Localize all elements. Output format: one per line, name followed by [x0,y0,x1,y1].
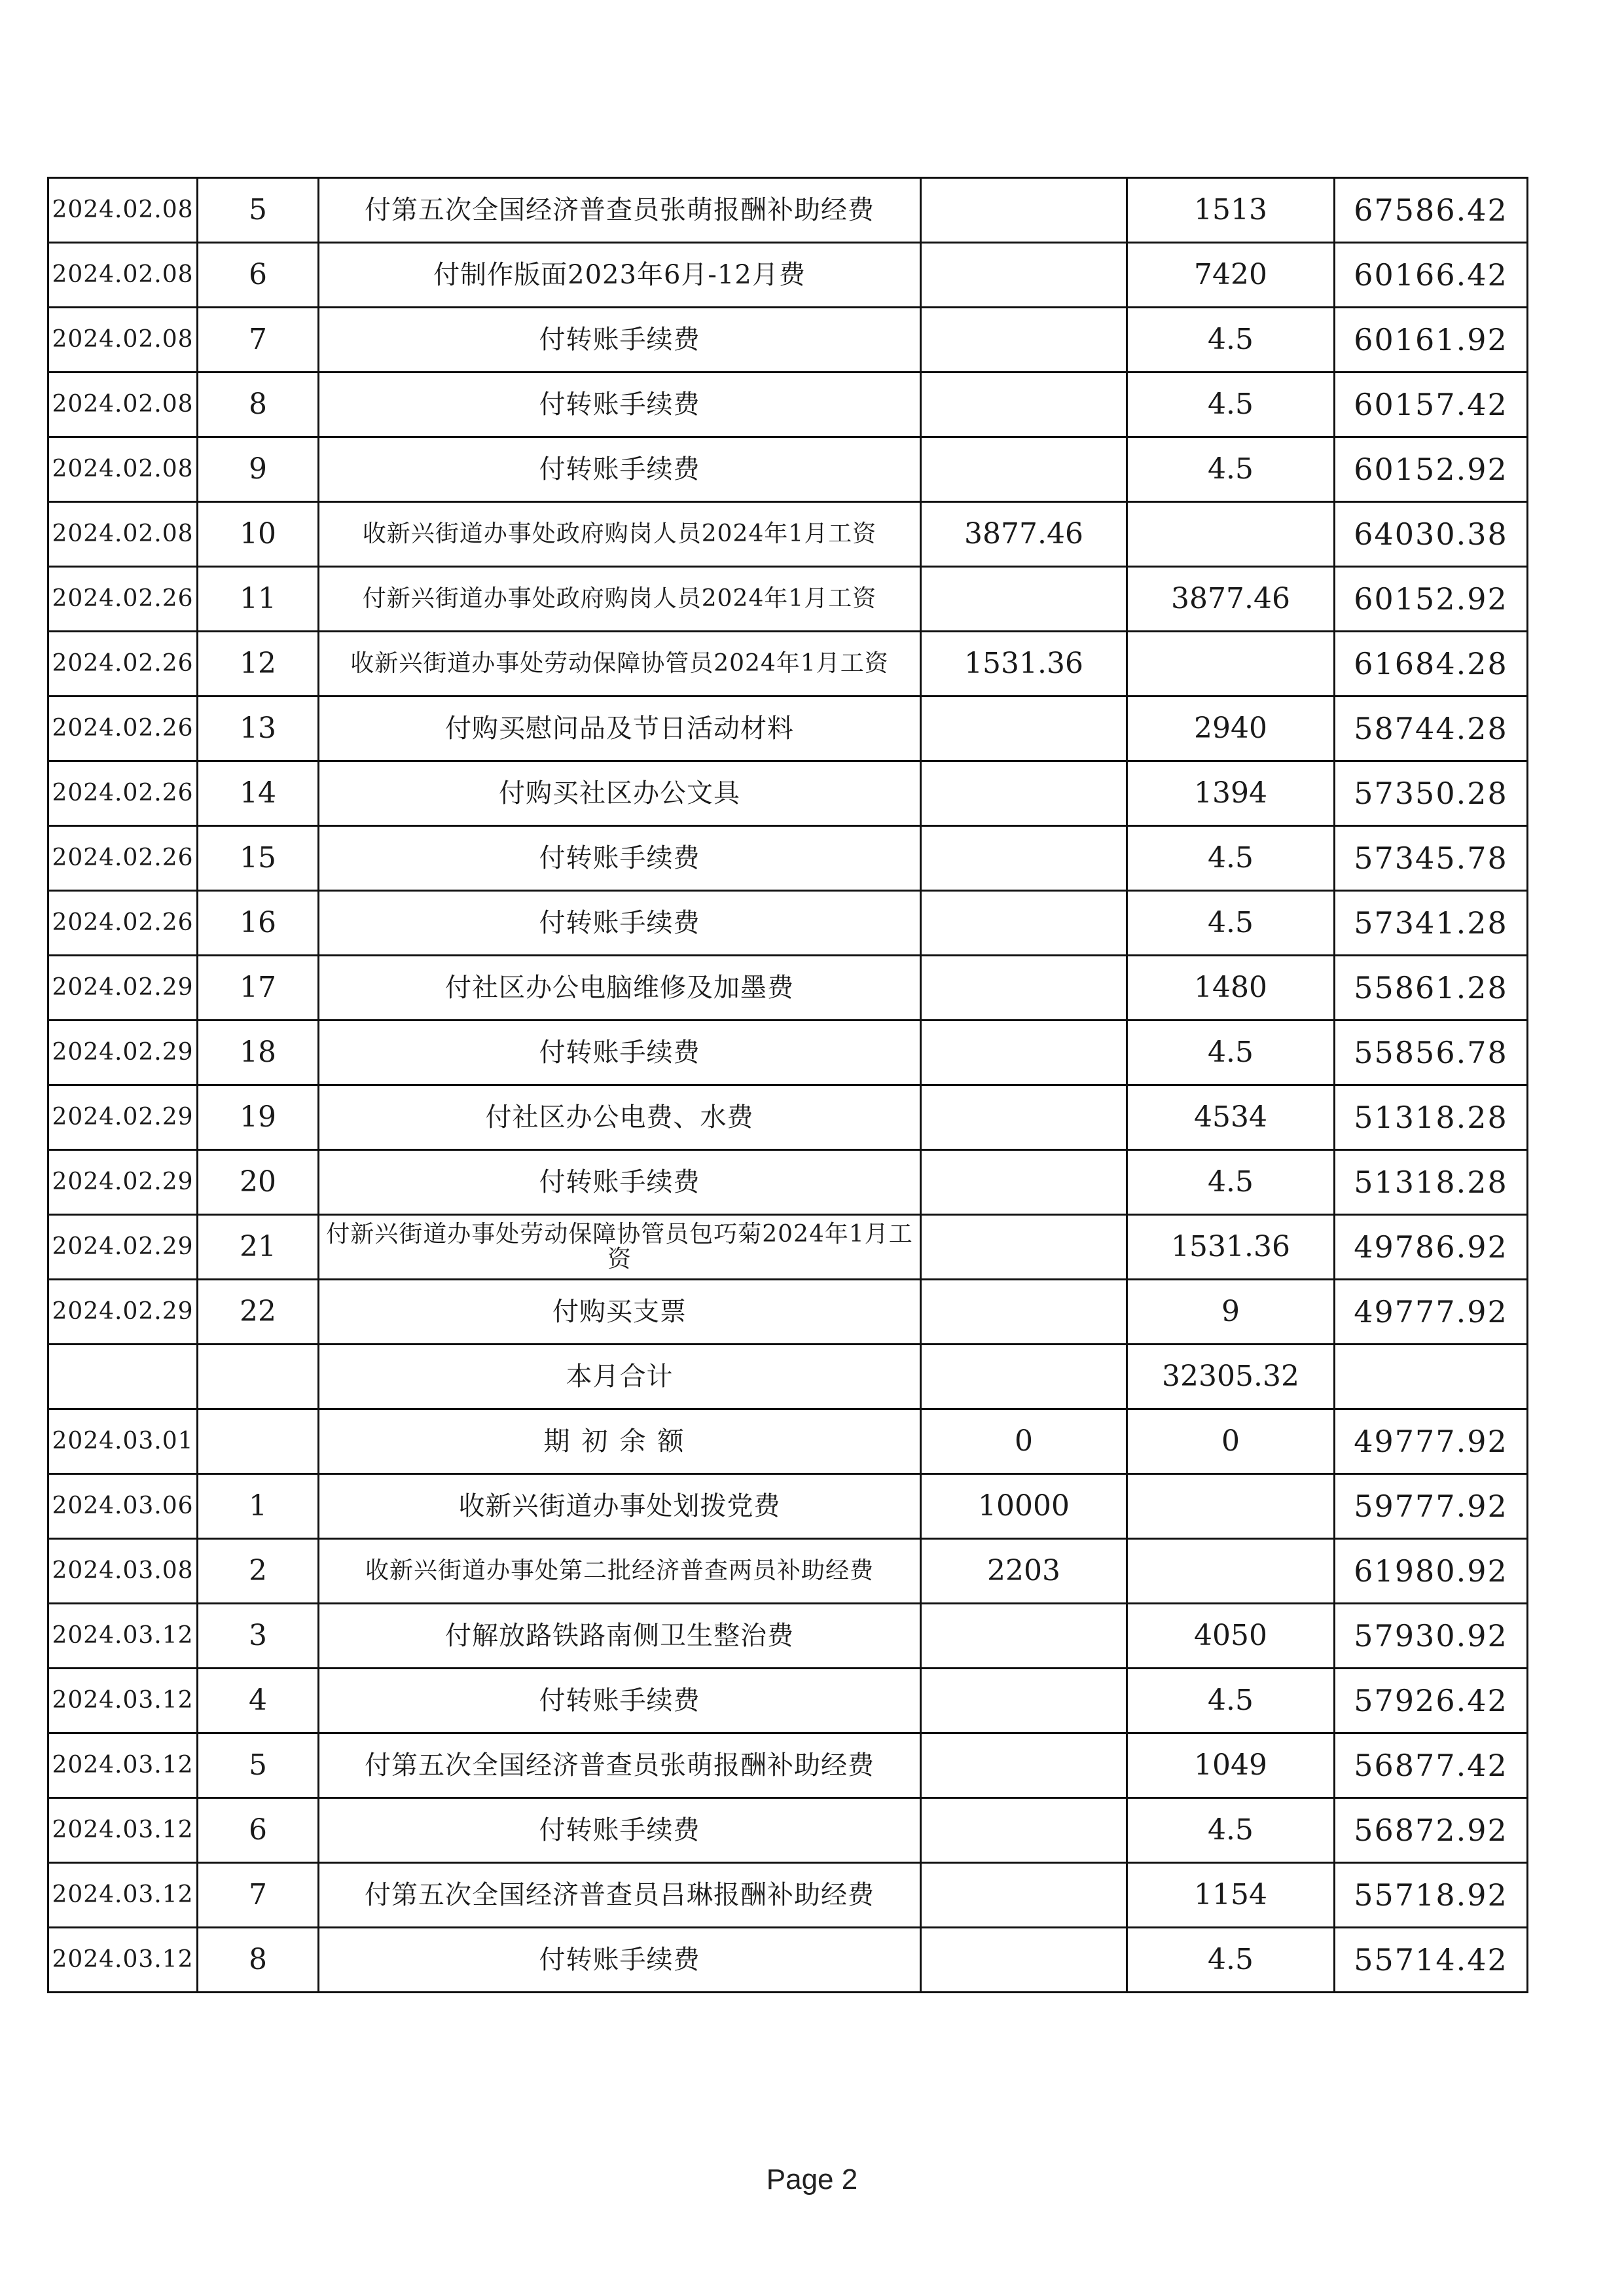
table-row [48,696,1528,761]
entry-number-cell: 16 [198,891,319,956]
entry-number-cell: 8 [198,1928,319,1993]
table-row [48,1604,1528,1669]
date-cell: 2024.02.08 [48,437,198,502]
description-cell: 付解放路铁路南侧卫生整治费 [319,1604,921,1669]
entry-number-cell: 7 [198,1863,319,1928]
entry-number-cell: 18 [198,1021,319,1085]
balance-cell: 60157.42 [1335,372,1528,437]
income-cell [921,1669,1127,1733]
date-cell: 2024.03.01 [48,1409,198,1474]
table-row [48,1733,1528,1798]
income-cell [921,1150,1127,1215]
table-row [48,761,1528,826]
date-cell: 2024.02.08 [48,178,198,243]
income-cell [921,437,1127,502]
date-cell: 2024.02.08 [48,308,198,372]
entry-number-cell: 17 [198,956,319,1021]
date-cell: 2024.03.12 [48,1798,198,1863]
table-row [48,826,1528,891]
balance-cell: 57345.78 [1335,826,1528,891]
entry-number-cell: 3 [198,1604,319,1669]
description-cell: 收新兴街道办事处劳动保障协管员2024年1月工资 [319,632,921,696]
balance-cell: 61684.28 [1335,632,1528,696]
date-cell: 2024.02.29 [48,1150,198,1215]
date-cell: 2024.03.12 [48,1863,198,1928]
balance-cell: 60152.92 [1335,437,1528,502]
expense-cell: 9 [1127,1280,1335,1345]
description-cell: 收新兴街道办事处第二批经济普查两员补助经费 [319,1539,921,1604]
table-row [48,1474,1528,1539]
date-cell: 2024.02.26 [48,826,198,891]
income-cell: 2203 [921,1539,1127,1604]
income-cell [921,1280,1127,1345]
date-cell: 2024.02.29 [48,1021,198,1085]
balance-cell: 56872.92 [1335,1798,1528,1863]
table-row [48,1928,1528,1993]
table-row [48,308,1528,372]
balance-cell: 67586.42 [1335,178,1528,243]
description-cell: 收新兴街道办事处政府购岗人员2024年1月工资 [319,502,921,567]
entry-number-cell: 2 [198,1539,319,1604]
expense-cell: 1154 [1127,1863,1335,1928]
description-cell: 付新兴街道办事处政府购岗人员2024年1月工资 [319,567,921,632]
date-cell: 2024.03.12 [48,1733,198,1798]
income-cell [921,308,1127,372]
income-cell [921,956,1127,1021]
expense-cell: 1480 [1127,956,1335,1021]
expense-cell: 3877.46 [1127,567,1335,632]
date-cell: 2024.02.26 [48,567,198,632]
description-cell: 付转账手续费 [319,308,921,372]
income-cell: 3877.46 [921,502,1127,567]
entry-number-cell: 22 [198,1280,319,1345]
date-cell: 2024.03.08 [48,1539,198,1604]
expense-cell [1127,502,1335,567]
balance-cell: 58744.28 [1335,696,1528,761]
description-cell: 付购买支票 [319,1280,921,1345]
expense-cell: 2940 [1127,696,1335,761]
balance-cell: 60152.92 [1335,567,1528,632]
income-cell [921,1021,1127,1085]
balance-cell: 55714.42 [1335,1928,1528,1993]
date-cell: 2024.02.26 [48,761,198,826]
table-row [48,1669,1528,1733]
income-cell [921,891,1127,956]
expense-cell: 4.5 [1127,891,1335,956]
income-cell [921,243,1127,308]
date-cell: 2024.02.26 [48,632,198,696]
description-cell: 付购买社区办公文具 [319,761,921,826]
balance-cell: 49786.92 [1335,1215,1528,1280]
ledger-body [48,178,1528,1993]
entry-number-cell: 10 [198,502,319,567]
description-cell: 付社区办公电费、水费 [319,1085,921,1150]
balance-cell: 57926.42 [1335,1669,1528,1733]
income-cell [921,1733,1127,1798]
income-cell [921,1215,1127,1280]
income-cell [921,1798,1127,1863]
description-cell: 付转账手续费 [319,891,921,956]
entry-number-cell: 21 [198,1215,319,1280]
description-cell: 付社区办公电脑维修及加墨费 [319,956,921,1021]
table-row [48,1345,1528,1409]
expense-cell: 4.5 [1127,1669,1335,1733]
entry-number-cell: 6 [198,243,319,308]
income-cell: 10000 [921,1474,1127,1539]
date-cell: 2024.03.12 [48,1604,198,1669]
expense-cell: 32305.32 [1127,1345,1335,1409]
date-cell: 2024.02.29 [48,956,198,1021]
table-row [48,1215,1528,1280]
description-cell: 收新兴街道办事处划拨党费 [319,1474,921,1539]
entry-number-cell [198,1345,319,1409]
date-cell: 2024.02.29 [48,1215,198,1280]
expense-cell: 1531.36 [1127,1215,1335,1280]
income-cell [921,1345,1127,1409]
entry-number-cell: 13 [198,696,319,761]
expense-cell: 4.5 [1127,308,1335,372]
entry-number-cell: 19 [198,1085,319,1150]
table-row [48,1539,1528,1604]
balance-cell: 60161.92 [1335,308,1528,372]
balance-cell: 51318.28 [1335,1085,1528,1150]
entry-number-cell: 4 [198,1669,319,1733]
date-cell: 2024.02.26 [48,696,198,761]
entry-number-cell: 5 [198,178,319,243]
balance-cell: 56877.42 [1335,1733,1528,1798]
description-cell: 付购买慰问品及节日活动材料 [319,696,921,761]
entry-number-cell: 11 [198,567,319,632]
balance-cell: 59777.92 [1335,1474,1528,1539]
description-cell: 付第五次全国经济普查员吕琳报酬补助经费 [319,1863,921,1928]
expense-cell [1127,1539,1335,1604]
table-row [48,1085,1528,1150]
date-cell: 2024.02.29 [48,1085,198,1150]
entry-number-cell: 7 [198,308,319,372]
table-row [48,1863,1528,1928]
income-cell [921,1604,1127,1669]
date-cell: 2024.02.08 [48,372,198,437]
balance-cell [1335,1345,1528,1409]
income-cell [921,1085,1127,1150]
entry-number-cell [198,1409,319,1474]
entry-number-cell: 12 [198,632,319,696]
balance-cell: 55856.78 [1335,1021,1528,1085]
income-cell: 1531.36 [921,632,1127,696]
description-cell: 付转账手续费 [319,1928,921,1993]
description-cell: 付第五次全国经济普查员张萌报酬补助经费 [319,1733,921,1798]
table-row [48,178,1528,243]
balance-cell: 64030.38 [1335,502,1528,567]
income-cell: 0 [921,1409,1127,1474]
date-cell: 2024.02.08 [48,502,198,567]
expense-cell: 4534 [1127,1085,1335,1150]
entry-number-cell: 15 [198,826,319,891]
date-cell [48,1345,198,1409]
income-cell [921,372,1127,437]
income-cell [921,826,1127,891]
balance-cell: 57350.28 [1335,761,1528,826]
income-cell [921,761,1127,826]
date-cell: 2024.03.12 [48,1669,198,1733]
expense-cell: 4.5 [1127,372,1335,437]
entry-number-cell: 1 [198,1474,319,1539]
description-cell: 付转账手续费 [319,1669,921,1733]
date-cell: 2024.02.08 [48,243,198,308]
expense-cell: 1513 [1127,178,1335,243]
date-cell: 2024.03.06 [48,1474,198,1539]
date-cell: 2024.02.29 [48,1280,198,1345]
expense-cell [1127,632,1335,696]
balance-cell: 60166.42 [1335,243,1528,308]
table-row [48,243,1528,308]
balance-cell: 49777.92 [1335,1409,1528,1474]
table-row [48,1280,1528,1345]
description-cell: 付转账手续费 [319,1798,921,1863]
balance-cell: 55718.92 [1335,1863,1528,1928]
balance-cell: 57930.92 [1335,1604,1528,1669]
table-row [48,1150,1528,1215]
table-row [48,1021,1528,1085]
description-cell: 付制作版面2023年6月-12月费 [319,243,921,308]
expense-cell: 4.5 [1127,826,1335,891]
expense-cell: 4.5 [1127,1150,1335,1215]
entry-number-cell: 8 [198,372,319,437]
table-row [48,567,1528,632]
entry-number-cell: 6 [198,1798,319,1863]
description-cell: 付转账手续费 [319,826,921,891]
table-row [48,1798,1528,1863]
description-cell: 付转账手续费 [319,372,921,437]
income-cell [921,1863,1127,1928]
balance-cell: 49777.92 [1335,1280,1528,1345]
description-cell: 期初余额 [319,1409,921,1474]
page-number: Page 2 [766,2163,858,2196]
ledger-table [47,177,1528,1993]
expense-cell: 4.5 [1127,1798,1335,1863]
income-cell [921,1928,1127,1993]
date-cell: 2024.03.12 [48,1928,198,1993]
income-cell [921,178,1127,243]
entry-number-cell: 5 [198,1733,319,1798]
table-row [48,437,1528,502]
expense-cell: 1049 [1127,1733,1335,1798]
table-row [48,632,1528,696]
expense-cell: 1394 [1127,761,1335,826]
table-row [48,502,1528,567]
balance-cell: 57341.28 [1335,891,1528,956]
expense-cell: 0 [1127,1409,1335,1474]
entry-number-cell: 9 [198,437,319,502]
description-cell: 付新兴街道办事处劳动保障协管员包巧菊2024年1月工资 [319,1215,921,1280]
entry-number-cell: 14 [198,761,319,826]
expense-cell: 4.5 [1127,1021,1335,1085]
description-cell: 付转账手续费 [319,1021,921,1085]
description-cell: 付第五次全国经济普查员张萌报酬补助经费 [319,178,921,243]
expense-cell [1127,1474,1335,1539]
table-row [48,1409,1528,1474]
table-row [48,956,1528,1021]
expense-cell: 4.5 [1127,1928,1335,1993]
expense-cell: 4.5 [1127,437,1335,502]
entry-number-cell: 20 [198,1150,319,1215]
description-cell: 付转账手续费 [319,437,921,502]
table-row [48,891,1528,956]
description-cell: 本月合计 [319,1345,921,1409]
balance-cell: 51318.28 [1335,1150,1528,1215]
balance-cell: 55861.28 [1335,956,1528,1021]
income-cell [921,567,1127,632]
expense-cell: 7420 [1127,243,1335,308]
balance-cell: 61980.92 [1335,1539,1528,1604]
table-row [48,372,1528,437]
date-cell: 2024.02.26 [48,891,198,956]
description-cell: 付转账手续费 [319,1150,921,1215]
expense-cell: 4050 [1127,1604,1335,1669]
income-cell [921,696,1127,761]
